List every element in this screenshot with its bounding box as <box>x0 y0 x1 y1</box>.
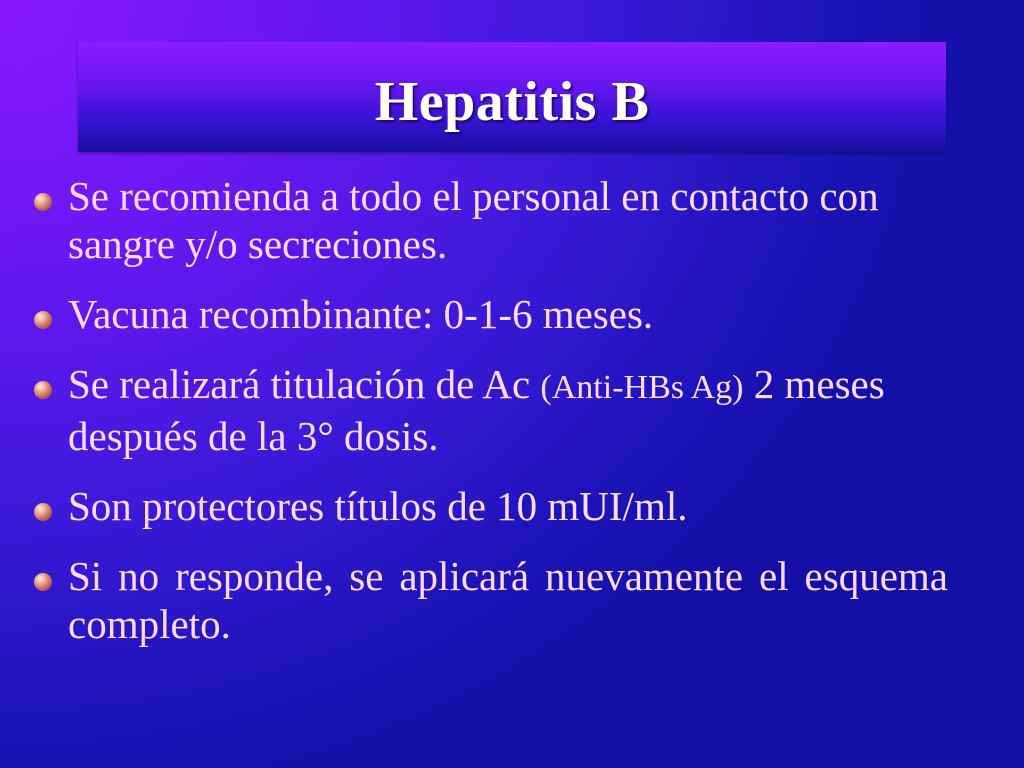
bullet-icon <box>34 193 52 211</box>
bullet-item <box>28 482 948 530</box>
bullet-icon <box>34 573 52 591</box>
bullet-text: Vacuna recombinante: 0-1-6 meses. <box>68 291 654 337</box>
antibody-abbreviation: (Anti-HBs Ag) <box>540 369 744 406</box>
bullet-text <box>68 361 885 459</box>
slide-title: Hepatitis B <box>374 71 650 133</box>
bullet-item <box>28 552 948 648</box>
bullet-list <box>28 172 948 670</box>
bullet-text: Se recomienda a todo el personal en contacto con sangre y/o secreciones. <box>68 173 879 267</box>
bullet-icon <box>34 503 52 521</box>
bullet-text-part: Se realizará titulación de Ac <box>68 361 541 407</box>
bullet-item <box>28 290 948 338</box>
bullet-text: Son protectores títulos de 10 mUI/ml. <box>68 483 688 529</box>
bullet-item <box>28 172 948 268</box>
title-band <box>78 42 946 152</box>
bullet-text-part: 2 meses después de la 3° dosis. <box>68 361 885 459</box>
bullet-icon <box>34 311 52 329</box>
bullet-icon <box>34 381 52 399</box>
bullet-item <box>28 360 948 460</box>
bullet-text: Si no responde, se aplicará nuevamente el esquema completo. <box>68 553 948 647</box>
